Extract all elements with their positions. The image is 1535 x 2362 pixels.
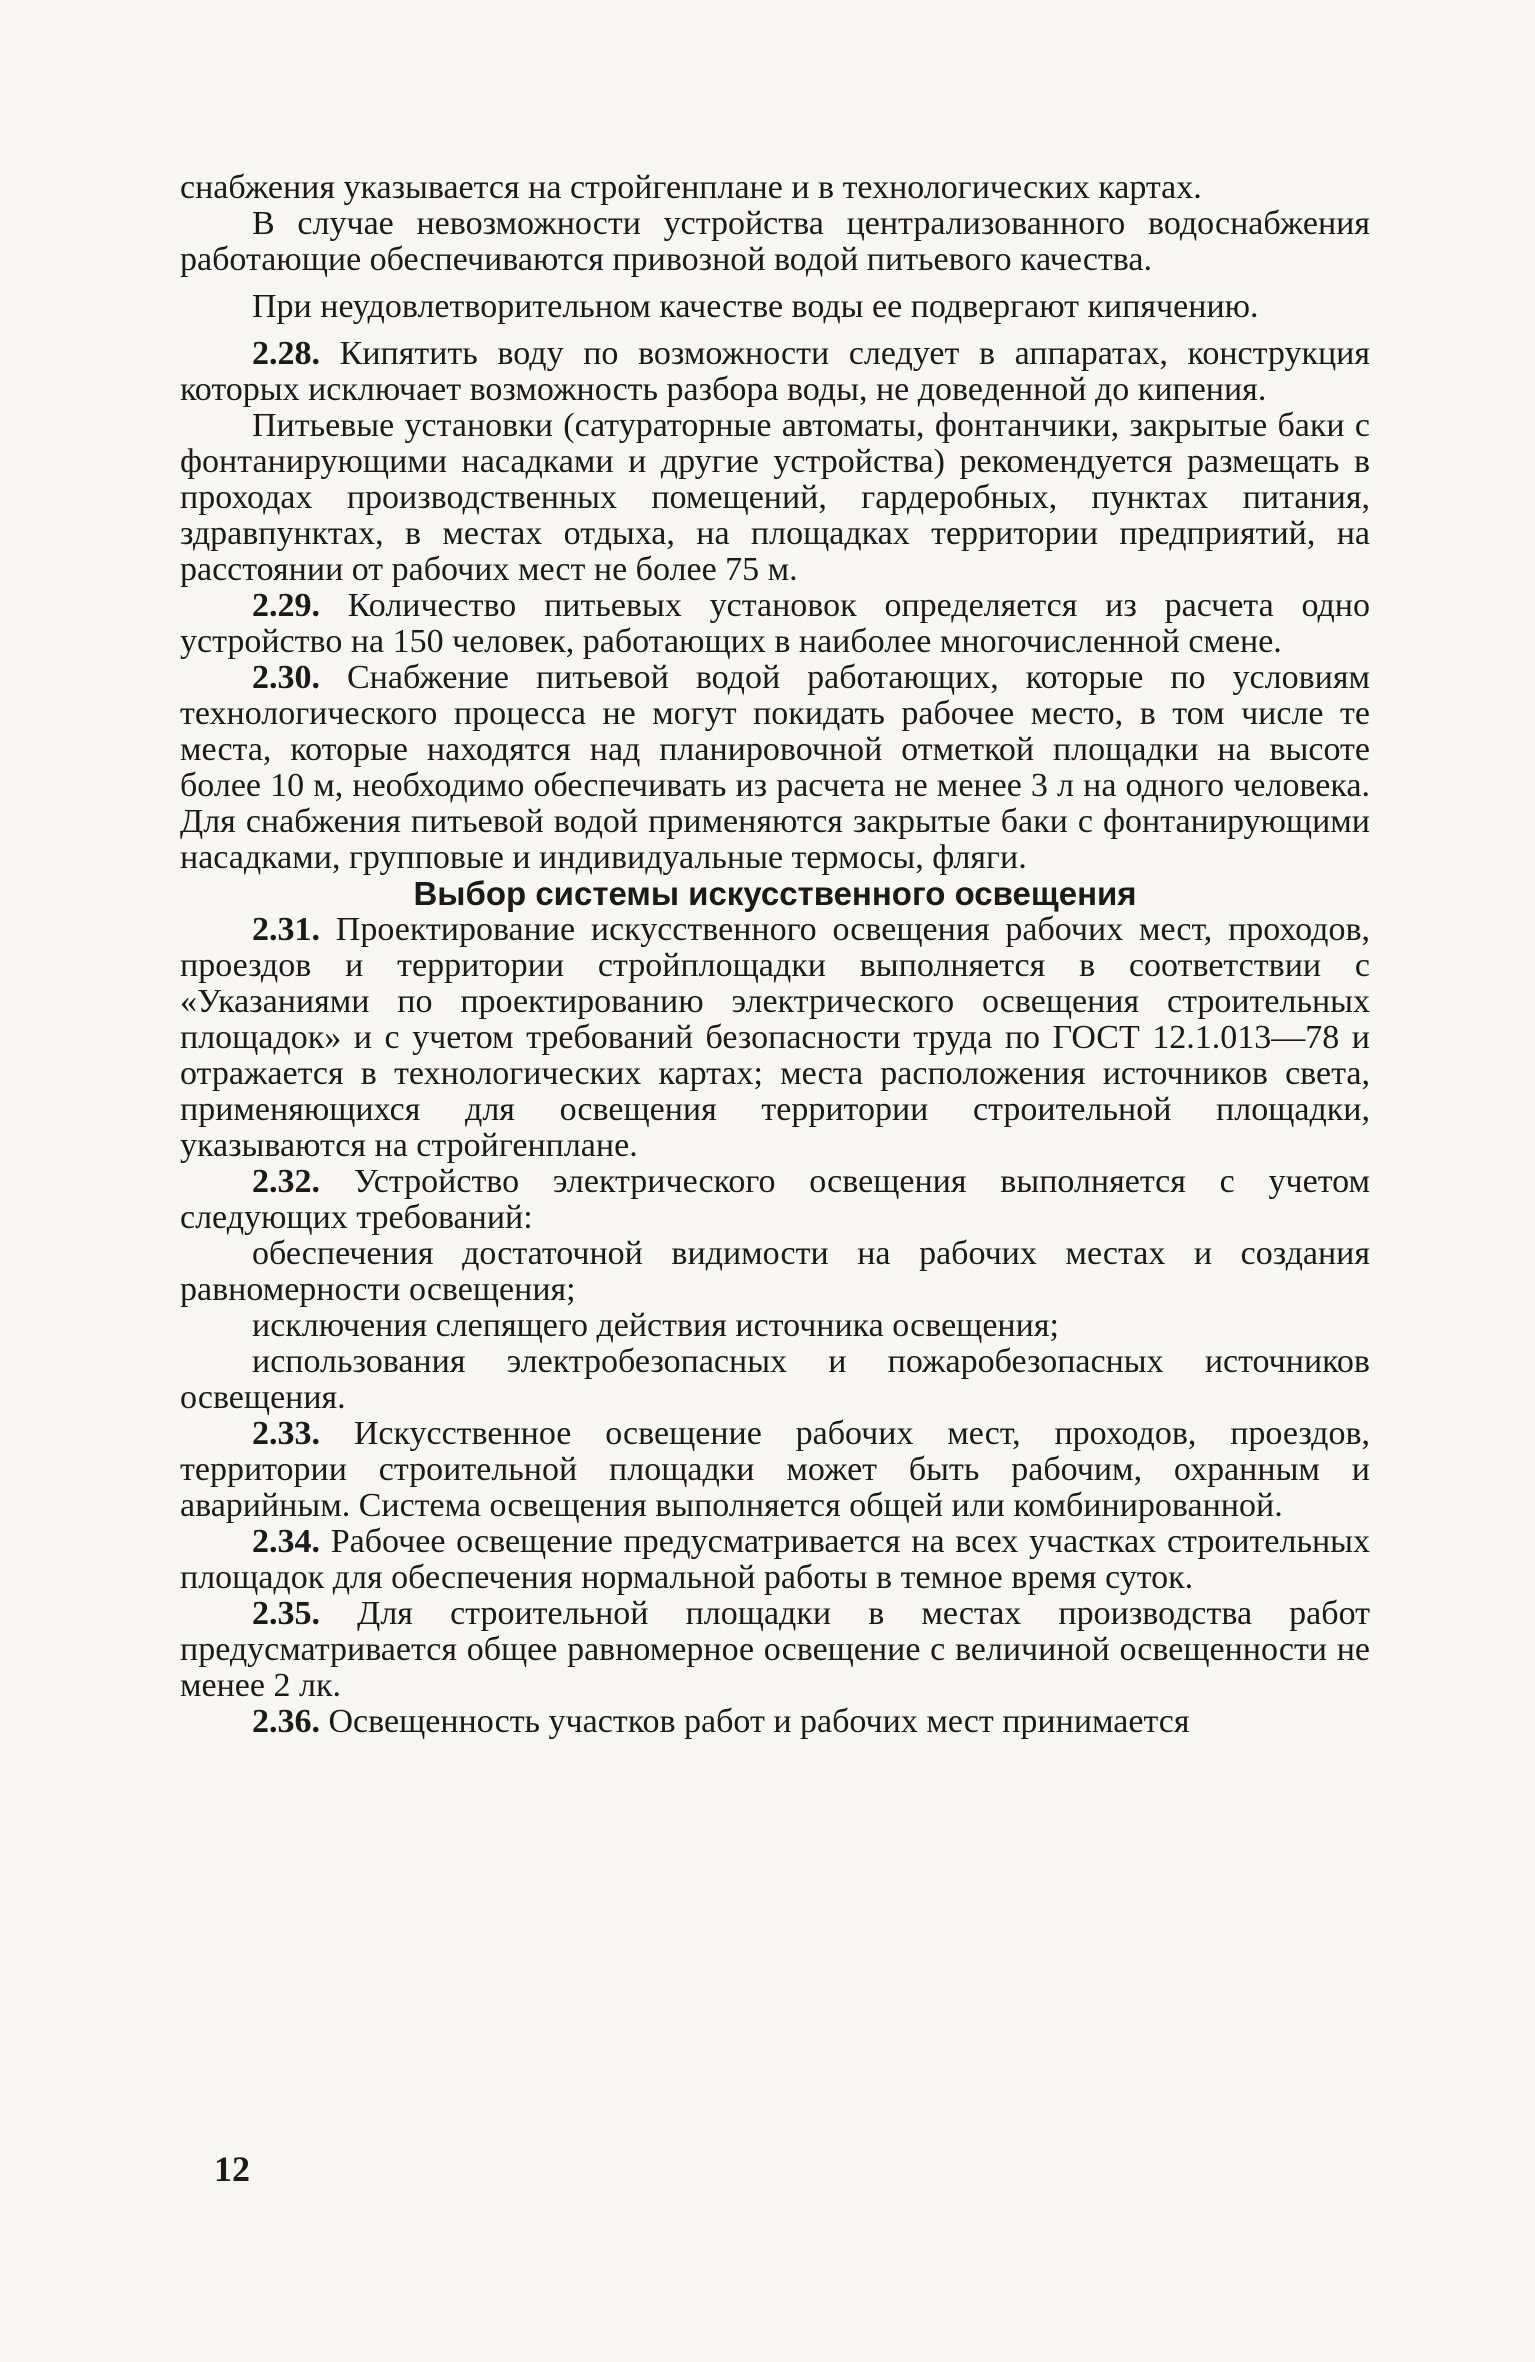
requirement-item: обеспечения достаточной видимости на рабочих местах и создания равномерности освещения; xyxy=(180,1235,1370,1308)
clause-text: Освещенность участков работ и рабочих мест принимается xyxy=(320,1703,1190,1740)
clause-number: 2.28. xyxy=(252,335,320,372)
clause-2-34 xyxy=(180,1524,1370,1596)
clause-2-30 xyxy=(180,660,1370,876)
clause-2-35 xyxy=(180,1596,1370,1704)
clause-text: Кипятить воду по возможности следует в аппаратах, конструкция которых исключает возможность разбора воды, не доведенной до кипения. xyxy=(180,335,1370,408)
clause-text: Количество питьевых установок определяется из расчета одно устройство на 150 человек, работающих в наиболее многочисленной смене. xyxy=(180,587,1370,660)
paragraph-intro-3: При неудовлетворительном качестве воды ее подвергают кипячению. xyxy=(252,288,1259,325)
clause-number: 2.32. xyxy=(252,1163,320,1200)
clause-text: Снабжение питьевой водой работающих, которые по условиям технологического процесса не могут покидать рабочее место, в том числе те места, которые находятся над планировочной отметкой площадки на высоте более 10 м, необходимо обеспечивать из расчета не менее 3 л на одного человека. Для снабжения питьевой водой применяются закрытые баки с фонтанирующими насадками, групповые и индивидуальные термосы, фляги. xyxy=(180,659,1370,876)
requirement-item: использования электробезопасных и пожаробезопасных источников освещения. xyxy=(180,1343,1370,1416)
clause-text: Искусственное освещение рабочих мест, проходов, проездов, территории строительной площадки может быть рабочим, охранным и аварийным. Система освещения выполняется общей или комбинированной. xyxy=(180,1415,1370,1524)
page-number: 12 xyxy=(214,2149,250,2189)
clause-text: Устройство электрического освещения выполняется с учетом следующих требований: xyxy=(180,1163,1370,1236)
clause-number: 2.34. xyxy=(252,1523,320,1560)
paragraph-intro-2: В случае невозможности устройства централизованного водоснабжения работающие обеспечиваются привозной водой питьевого качества. xyxy=(180,205,1370,278)
clause-number: 2.29. xyxy=(252,587,320,624)
body-text xyxy=(180,170,1370,1740)
paragraph-drinking-installations: Питьевые установки (сатураторные автоматы, фонтанчики, закрытые баки с фонтанирующими насадками и другие устройства) рекомендуется размещать в проходах производственных помещений, гардеробных, пунктах питания, здравпунктах, в местах отдыха, на площадках территории предприятий, на расстоянии от рабочих мест не более 75 м. xyxy=(180,407,1370,588)
clause-2-29 xyxy=(180,588,1370,660)
clause-number: 2.33. xyxy=(252,1415,320,1452)
paragraph-intro-1: снабжения указывается на стройгенплане и в технологических картах. xyxy=(180,169,1202,206)
clause-number: 2.30. xyxy=(252,659,320,696)
clause-number: 2.31. xyxy=(252,911,320,948)
clause-text: Для строительной площадки в местах производства работ предусматривается общее равномерное освещение с величиной освещенности не менее 2 лк. xyxy=(180,1595,1370,1704)
clause-2-36 xyxy=(180,1704,1370,1740)
clause-2-33 xyxy=(180,1416,1370,1524)
requirement-item: исключения слепящего действия источника освещения; xyxy=(252,1307,1059,1344)
section-heading: Выбор системы искусственного освещения xyxy=(413,875,1137,912)
clause-number: 2.36. xyxy=(252,1703,320,1740)
clause-2-32 xyxy=(180,1164,1370,1236)
clause-number: 2.35. xyxy=(252,1595,320,1632)
clause-text: Проектирование искусственного освещения рабочих мест, проходов, проездов и территории стройплощадки выполняется в соответствии с «Указаниями по проектированию электрического освещения строительных площадок» и с учетом требований безопасности труда по ГОСТ 12.1.013—78 и отражается в технологических картах; места расположения источников света, применяющихся для освещения территории строительной площадки, указываются на стройгенплане. xyxy=(180,911,1370,1164)
clause-text: Рабочее освещение предусматривается на всех участках строительных площадок для обеспечения нормальной работы в темное время суток. xyxy=(180,1523,1370,1596)
clause-2-28 xyxy=(180,336,1370,408)
clause-2-31 xyxy=(180,912,1370,1164)
